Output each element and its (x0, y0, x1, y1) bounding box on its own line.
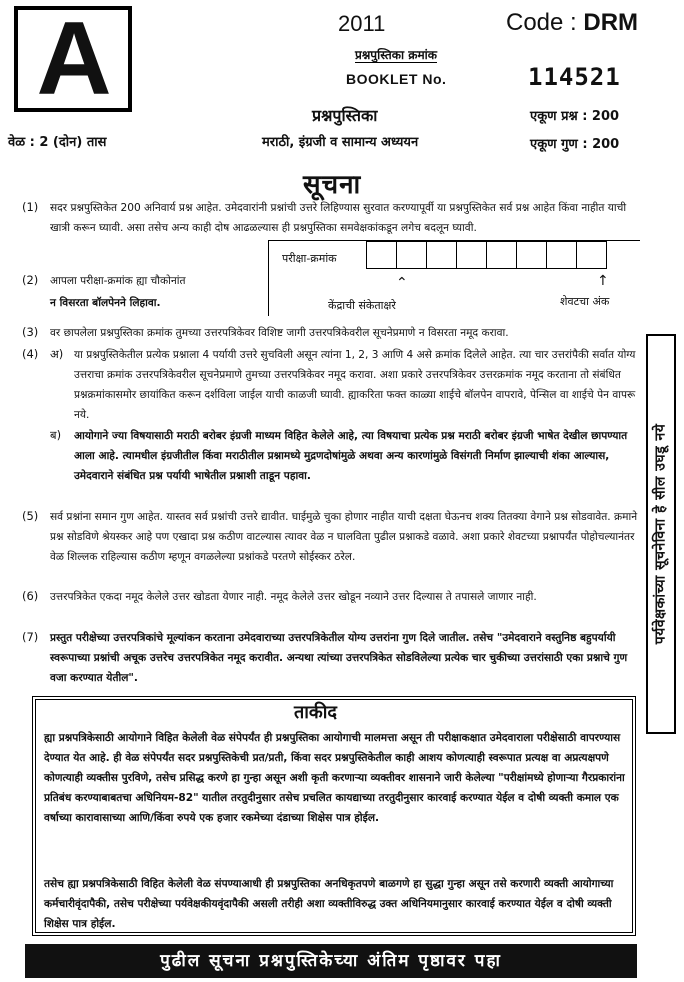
roll-digit-box (486, 241, 517, 269)
roll-digit-box (396, 241, 427, 269)
roll-digit-box (456, 241, 487, 269)
paper-code (506, 6, 638, 40)
instruction-2-line-1: आपला परीक्षा-क्रमांक ह्या चौकोनांत (50, 275, 186, 287)
seal-warning-text: पर्यवेक्षकांच्या सूचनेविना हे सील उघडू नये (652, 423, 669, 645)
item-number-6: (6) (22, 589, 39, 603)
item-number-1: (1) (22, 200, 39, 214)
last-digit-arrow-icon: ↑ (597, 273, 609, 289)
item-number-3: (3) (22, 325, 39, 339)
warning-paragraph-1: ह्या प्रश्नपत्रिकेसाठी आयोगाने विहित केलेली वेळ संपेपर्यंत ही प्रश्नपुस्तिका आयोगाची मालमत्ता असून ती परीक्षाकक्षात उमेदवाराला परीक्षेसाठी वापरण्यास देण्यात येत आहे. ही वेळ संपेपर्यंत सदर प्रश्नपुस्तिकेची प्रत/प्रती, किंवा सदर प्रश्नपुस्तिकेतील काही आशय कोणत्याही स्वरूपात प्रत्यक्ष वा अप्रत्यक्षपणे कोणत्याही व्यक्तीस पुरविणे, तसेच प्रसिद्ध करणे हा गुन्हा असून अशी कृती करणाऱ्या व्यक्तीवर शासनाने जारी केलेल्या "परीक्षांमध्ये होणाऱ्या गैरप्रकारांना प्रतिबंध करण्याबाबतचा अधिनियम-82" यातील तरतुदीनुसार तसेच प्रचलित कायद्याच्या तरतुदीनुसार कारवाई करण्यात येईल व दोषी व्यक्ती कमाल एक वर्षाच्या कारावासाच्या आणि/किंवा रुपये एक हजार रकमेच्या दंडाच्या शिक्षेस पात्र होईल. (44, 732, 625, 824)
warning-paragraph-2: तसेच ह्या प्रश्नपत्रिकेसाठी विहित केलेली वेळ संपण्याआधी ही प्रश्नपुस्तिका अनधिकृतपणे बाळगणे हा सुद्धा गुन्हा असून तसे करणारी व्यक्ती आयोगाच्या कर्मचारीवृंदापैकी, तसेच परीक्षेच्या पर्यवेक्षकीयवृंदापैकी असली तरीही अशा व्यक्तीविरुद्ध उक्त अधिनियमानुसार कारवाई करण्यात येईल व दोषी व्यक्ती शिक्षेस पात्र होईल. (44, 878, 614, 930)
item-number-7: (7) (22, 630, 39, 644)
last-digit-label: शेवटचा अंक (560, 295, 610, 308)
footer-banner: पुढील सूचना प्रश्नपुस्तिकेच्या अंतिम पृष्ठावर पहा (25, 944, 637, 978)
booklet-label-marathi: प्रश्नपुस्तिका क्रमांक (355, 48, 437, 62)
total-marks: एकूण गुण : 200 (530, 137, 620, 152)
roll-digit-box (366, 241, 397, 269)
item-4b-label: ब) (50, 428, 62, 442)
series-box (14, 1, 132, 117)
item-number-2: (2) (22, 273, 39, 287)
warning-title: ताकीद (294, 702, 337, 723)
centre-pointer-icon: ⌃ (396, 275, 408, 291)
booklet-label-english: BOOKLET No. (346, 71, 447, 87)
item-number-4: (4) (22, 347, 39, 361)
year: 2011 (338, 11, 386, 36)
instruction-4a: या प्रश्नपुस्तिकेतील प्रत्येक प्रश्नाला 4 पर्यायी उत्तरे सुचविली असून त्यांना 1, 2, 3 आणि 4 असे क्रमांक दिलेले आहेत. त्या चार उत्तरांपैकी सर्वात योग्य उत्तराचा क्रमांक उत्तरपत्रिकेवरील सूचनेप्रमाणे तुमच्या उत्तरपत्रिकेवर नमूद करावा. अशा प्रकारे उत्तरपत्रिकेवर उत्तरक्रमांक नमूद करताना तो संबंधित प्रश्नक्रमांकासमोर छायांकित करून दर्शविला जाईल याची काळजी घ्यावी. ह्याकरिता फक्त काळ्या शाईचे बॉलपेन वापरावे, पेन्सिल वा शाईचे पेन वापरू नये. (74, 349, 636, 421)
roll-digit-box (576, 241, 607, 269)
total-questions: एकूण प्रश्न : 200 (530, 109, 620, 124)
roll-number-boxes (367, 241, 607, 269)
subject: मराठी, इंग्रजी व सामान्य अध्ययन (262, 135, 419, 150)
code-value: DRM (583, 9, 639, 36)
booklet-title: प्रश्नपुस्तिका (312, 106, 378, 125)
item-4a-label: अ) (50, 347, 64, 361)
instruction-1: सदर प्रश्नपुस्तिकेत 200 अनिवार्य प्रश्न आहेत. उमेदवारांनी प्रश्नांची उत्तरे लिहिण्यास सुरवात करण्यापूर्वी या प्रश्नपुस्तिकेत सर्व प्रश्न आहेत किंवा नाहीत याची खात्री करून घ्यावी. असा तसेच अन्य काही दोष आढळल्यास ही प्रश्नपुस्तिका समवेक्षकांकडून लगेच बदलून घ्यावी. (50, 202, 627, 234)
roll-digit-box (426, 241, 457, 269)
instruction-3: वर छापलेला प्रश्नपुस्तिका क्रमांक तुमच्या उत्तरपत्रिकेवर विशिष्ट जागी उत्तरपत्रिकेवरील सूचनेप्रमाणे न विसरता नमूद करावा. (50, 327, 509, 339)
roll-digit-box (516, 241, 547, 269)
roll-digit-box (546, 241, 577, 269)
centre-code-label: केंद्राची संकेताक्षरे (328, 299, 396, 312)
seal-warning-banner (646, 334, 676, 734)
instruction-7: प्रस्तुत परीक्षेच्या उत्तरपत्रिकांचे मूल्यांकन करताना उमेदवाराच्या उत्तरपत्रिकेतील योग्य उत्तरांना गुण दिले जातील. तसेच "उमेदवाराने वस्तुनिष्ठ बहुपर्यायी स्वरूपाच्या प्रश्नांची अचूक उत्तरेच उत्तरपत्रिकेत नमूद करावीत. अन्यथा त्यांच्या उत्तरपत्रिकेत सोडविलेल्या प्रत्येक चार चुकीच्या उत्तरांसाठी एका प्रश्नाचे गुण वजा करण्यात येतील". (50, 632, 628, 684)
instruction-2-line-2: न विसरता बॉलपेनने लिहावा. (50, 297, 161, 309)
instruction-4b: आयोगाने ज्या विषयासाठी मराठी बरोबर इंग्रजी माध्यम विहित केलेले आहे, त्या विषयाचा प्रत्येक प्रश्न मराठी बरोबर इंग्रजी भाषेत देखील छापण्यात आला आहे. त्यामधील इंग्रजीतील किंवा मराठीतील प्रश्नामध्ये मुद्रणदोषांमुळे अथवा अन्य कारणांमुळे विसंगती निर्माण झाल्याची शंका आल्यास, उमेदवाराने संबंधित प्रश्न पर्यायी भाषेतील प्रश्नाशी ताडून पहावा. (74, 430, 628, 482)
booklet-number: 114521 (528, 63, 621, 91)
time-allowed: वेळ : 2 (दोन) तास (8, 135, 107, 150)
instruction-5: सर्व प्रश्नांना समान गुण आहेत. यास्तव सर्व प्रश्नांची उत्तरे द्यावीत. घाईमुळे चुका होणार नाहीत याची दक्षता घेऊनच शक्य तितक्या वेगाने प्रश्न सोडवावेत. क्रमाने प्रश्न सोडविणे श्रेयस्कर आहे पण एखादा प्रश्न कठीण वाटल्यास त्यावर वेळ न घालविता पुढील प्रश्नाकडे वळावे. अशा प्रकारे शेवटच्या प्रश्नापर्यंत पोहोचल्यानंतर वेळ शिल्लक राहिल्यास कठीण म्हणून वगळलेल्या प्रश्नांकडे परतणे सोईस्कर ठरेल. (50, 511, 638, 563)
instruction-6: उत्तरपत्रिकेत एकदा नमूद केलेले उत्तर खोडता येणार नाही. नमूद केलेले उत्तर खोडून नव्याने उत्तर दिल्यास ते तपासले जाणार नाही. (50, 591, 537, 603)
instructions-heading: सूचना (303, 170, 362, 200)
code-label: Code : (506, 9, 584, 36)
series-letter: A (36, 1, 110, 117)
roll-number-label: परीक्षा-क्रमांक (282, 252, 337, 265)
item-number-5: (5) (22, 509, 39, 523)
